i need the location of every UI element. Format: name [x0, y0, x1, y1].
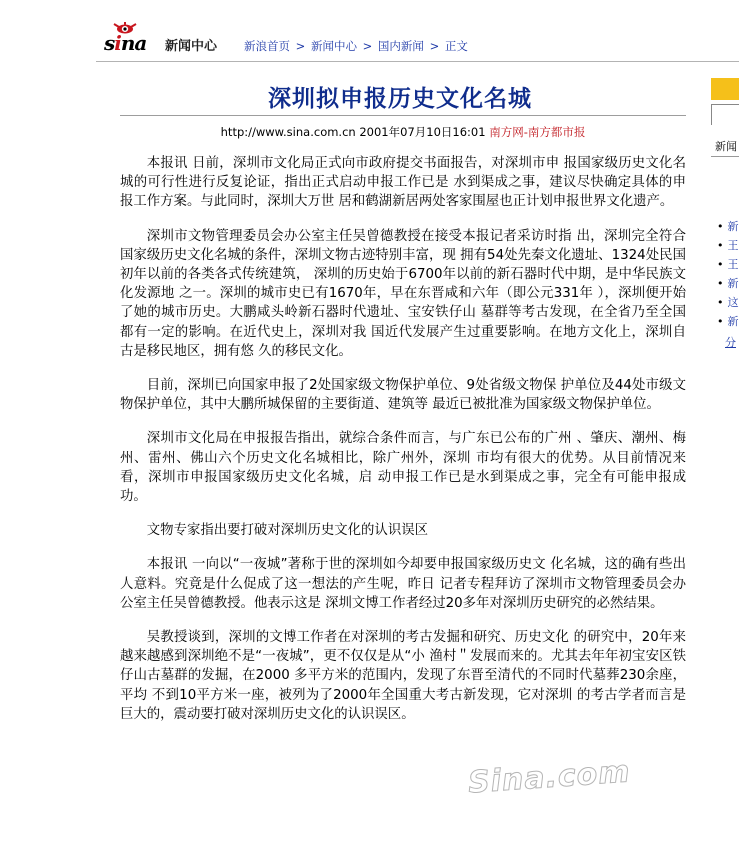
bullet-icon: •	[717, 315, 724, 328]
sidebar-link[interactable]: • 王	[717, 239, 739, 252]
breadcrumb-home[interactable]: 新浪首页	[244, 39, 290, 53]
title-divider	[120, 115, 686, 116]
right-sidebar	[711, 78, 739, 368]
sidebar-link[interactable]: • 新	[717, 277, 739, 290]
breadcrumb-separator: >	[362, 39, 373, 53]
article-url: http://www.sina.com.cn	[220, 125, 356, 139]
logo-wordmark: sina	[104, 31, 147, 55]
breadcrumb-news-center[interactable]: 新闻中心	[310, 39, 357, 53]
sidebar-link[interactable]: • 这	[717, 296, 739, 309]
sidebar-banner	[711, 78, 739, 100]
article-paragraph: 深圳市文化局在申报报告指出，就综合条件而言，与广东已公布的广州 、肇庆、潮州、梅州、雷州、佛山六个历史文化名城相比，除广州外，深圳 市均有很大的优势。从目前情况来看，深圳市申报国家级历史文化名城，启 动申报工作已是水到渠成之事，完全有可能申报成功。	[120, 431, 686, 505]
site-header	[0, 0, 739, 62]
sidebar-link[interactable]: • 王	[717, 258, 739, 271]
sidebar-search-box[interactable]	[711, 104, 739, 125]
header-divider	[96, 61, 739, 62]
breadcrumb-separator: >	[295, 39, 306, 53]
breadcrumb	[244, 38, 468, 54]
article-meta	[120, 124, 686, 140]
bullet-icon: •	[717, 296, 724, 309]
article-title: 深圳拟申报历史文化名城	[268, 86, 532, 112]
channel-name: 新闻中心	[165, 39, 218, 54]
watermark: Sina.com	[466, 754, 632, 801]
sidebar-label: 新闻	[715, 140, 737, 153]
bullet-icon: •	[717, 277, 724, 290]
sidebar-link[interactable]: • 新	[717, 315, 739, 328]
article-paragraph: 本报讯 一向以“一夜城”著称于世的深圳如今却要申报国家级历史文 化名城，这的确有些出人意料。究竟是什么促成了这一想法的产生呢，昨日 记者专程拜访了深圳市文物管理委员会办公室主任吴曾德教授。他表示这是 深圳文博工作者经过20多年对深圳历史研究的必然结果。	[120, 557, 686, 611]
article-datetime: 2001年07月10日16:01	[359, 125, 486, 139]
bullet-icon: •	[717, 258, 724, 271]
bullet-icon: •	[717, 239, 724, 252]
sina-logo[interactable]	[104, 22, 160, 55]
article-subheading: 文物专家指出要打破对深圳历史文化的认识误区	[146, 523, 428, 539]
breadcrumb-separator: >	[429, 39, 440, 53]
article-paragraph: 吴教授谈到，深圳的文博工作者在对深圳的考古发掘和研究、历史文化 的研究中，20年来越来越感到深圳绝不是“一夜城”，更不仅仅是从“小 渔村＂发展而来的。尤其去年年初宝安区铁仔山古墓群的发掘，在2000 多平方米的范围内，发现了东晋至清代的不同时代墓葬230余座，平均 不到10平方米一座，被列为了2000年全国重大考古新发现，它对深圳 的考古学者而言是巨大的，震动要打破对深圳历史文化的认识误区。	[120, 630, 686, 722]
article-source[interactable]: 南方网-南方都市报	[489, 125, 586, 139]
breadcrumb-domestic-news[interactable]: 国内新闻	[377, 39, 424, 53]
sidebar-divider	[711, 156, 739, 157]
breadcrumb-current[interactable]: 正文	[444, 39, 468, 53]
sidebar-list	[717, 218, 739, 332]
article-paragraph: 目前，深圳已向国家申报了2处国家级文物保护单位、9处省级文物保 护单位及44处市级文物保护单位，其中大鹏所城保留的主要街道、建筑等 最近已被批准为国家级文物保护单位。	[120, 378, 686, 413]
article-body	[120, 154, 686, 739]
article-paragraph: 本报讯 日前，深圳市文化局正式向市政府提交书面报告，对深圳市申 报国家级历史文化名城的可行性进行反复论证，指出正式启动申报工作已是 水到渠成之事，建议尽快确定具体的申报工作方案。与此同时，深圳大万世 居和鹤湖新居两处客家围屋也正计划申报世界文化遗产。	[120, 156, 686, 210]
article-paragraph: 深圳市文物管理委员会办公室主任吴曾德教授在接受本报记者采访时指 出，深圳完全符合国家级历史文化名城的条件，深圳文物古迹特别丰富，现 拥有54处先秦文化遗址、1324处民国初年以前的各类各式传统建筑， 深圳的历史始于6700年以前的新石器时代中期，是中华民族文化发源地 之一。深圳的城市史已有1670年，早在东晋咸和六年（即公元331年 ），深圳便开始了她的城市历史。大鹏咸头岭新石器时代遗址、宝安铁仔山 墓群等考古发现，在全省乃至全国都有一定的影响。在近代史上，深圳对我 国近代发展产生过重要影响。在地方文化上，深圳自古是移民地区，拥有悠 久的移民文化。	[120, 228, 686, 359]
sidebar-more-link[interactable]: 分	[725, 336, 736, 349]
sidebar-link[interactable]: • 新	[717, 220, 739, 233]
bullet-icon: •	[717, 220, 724, 233]
